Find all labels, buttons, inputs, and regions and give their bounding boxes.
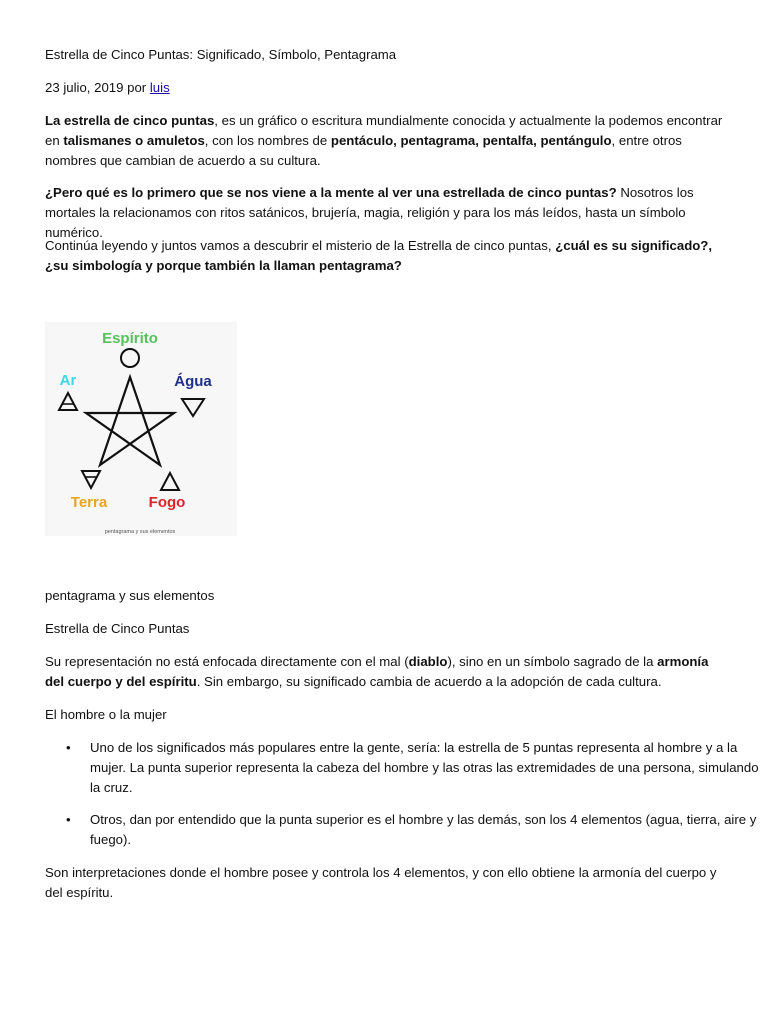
bold-text: diablo [408,654,448,669]
meanings-list [45,738,768,862]
water-symbol [182,399,204,416]
pentagram-figure [45,322,237,536]
author-link[interactable]: luis [149,80,170,95]
section-heading: Estrella de Cinco Puntas [45,621,190,636]
bullet-icon: • [66,812,71,827]
bold-text: talismanes o amuletos [63,133,205,148]
water-label: Água [174,373,212,390]
list-item-text: Otros, dan por entendido que la punta superior es el hombre y las demás, son los 4 elementos (agua, tierra, aire y fuego). [90,812,757,847]
pentagram-star [86,377,174,465]
air-symbol [59,393,77,410]
earth-label: Terra [70,494,108,511]
bullet-icon: • [66,740,71,755]
closing-paragraph: Son interpretaciones donde el hombre posee y controla los 4 elementos, y con ello obtiene la armonía del cuerpo y del espíritu. [45,865,717,900]
spirit-label: Espírito [102,330,158,347]
fire-label: Fogo [148,494,186,511]
fire-symbol [161,473,179,490]
body-text: Su representación no está enfocada directamente con el mal ( [45,654,409,669]
article-meta [45,78,725,98]
body-text: ), sino en un símbolo sagrado de la [447,654,654,669]
body-text: Continúa leyendo y juntos vamos a descubrir el misterio de la Estrella de cinco puntas, [45,238,552,253]
bold-text: armonía del cuerpo y del espíritu [45,654,709,689]
list-item [66,810,768,850]
body-text: , con los nombres de [204,133,328,148]
spirit-symbol [121,349,139,367]
bold-text: pentáculo, pentagrama, pentalfa, pentángulo [330,133,612,148]
article-title: Estrella de Cinco Puntas: Significado, Símbolo, Pentagrama [45,47,397,62]
continue-paragraph [45,236,725,276]
bold-text: ¿cuál es su significado?, ¿su simbología y porque también la llaman pentagrama? [45,238,713,273]
body-text: . Sin embargo, su significado cambia de acuerdo a la adopción de cada cultura. [196,674,662,689]
post-date: 23 julio, 2019 [45,80,124,95]
list-item [66,738,768,798]
earth-symbol [82,471,100,488]
air-label: Ar [59,372,77,389]
representation-paragraph [45,652,725,692]
body-text: , entre otros nombres que cambian de acuerdo a su cultura. [45,133,682,168]
bold-text: ¿Pero qué es lo primero que se nos viene a la mente al ver una estrellada de cinco puntas? [45,185,617,200]
list-item-text: Uno de los significados más populares entre la gente, sería: la estrella de 5 puntas representa al hombre y a la mujer. La punta superior representa la cabeza del hombre y las otras las extremidades de una persona, simulando la cruz. [90,740,759,795]
figure-inner-caption: pentagrama y sus elementos [104,529,176,535]
intro-paragraph [45,111,725,171]
by-label: por [127,80,147,95]
figure-caption: pentagrama y sus elementos [45,588,215,603]
question-paragraph [45,183,725,243]
body-text: Nosotros los mortales la relacionamos con ritos satánicos, brujería, magia, religión y para los más leídos, hasta un símbolo numérico. [45,185,694,240]
bold-text: La estrella de cinco puntas [45,113,215,128]
section-heading-2: El hombre o la mujer [45,707,167,722]
body-text: , es un gráfico o escritura mundialmente conocida y actualmente la podemos encontrar en [45,113,723,148]
